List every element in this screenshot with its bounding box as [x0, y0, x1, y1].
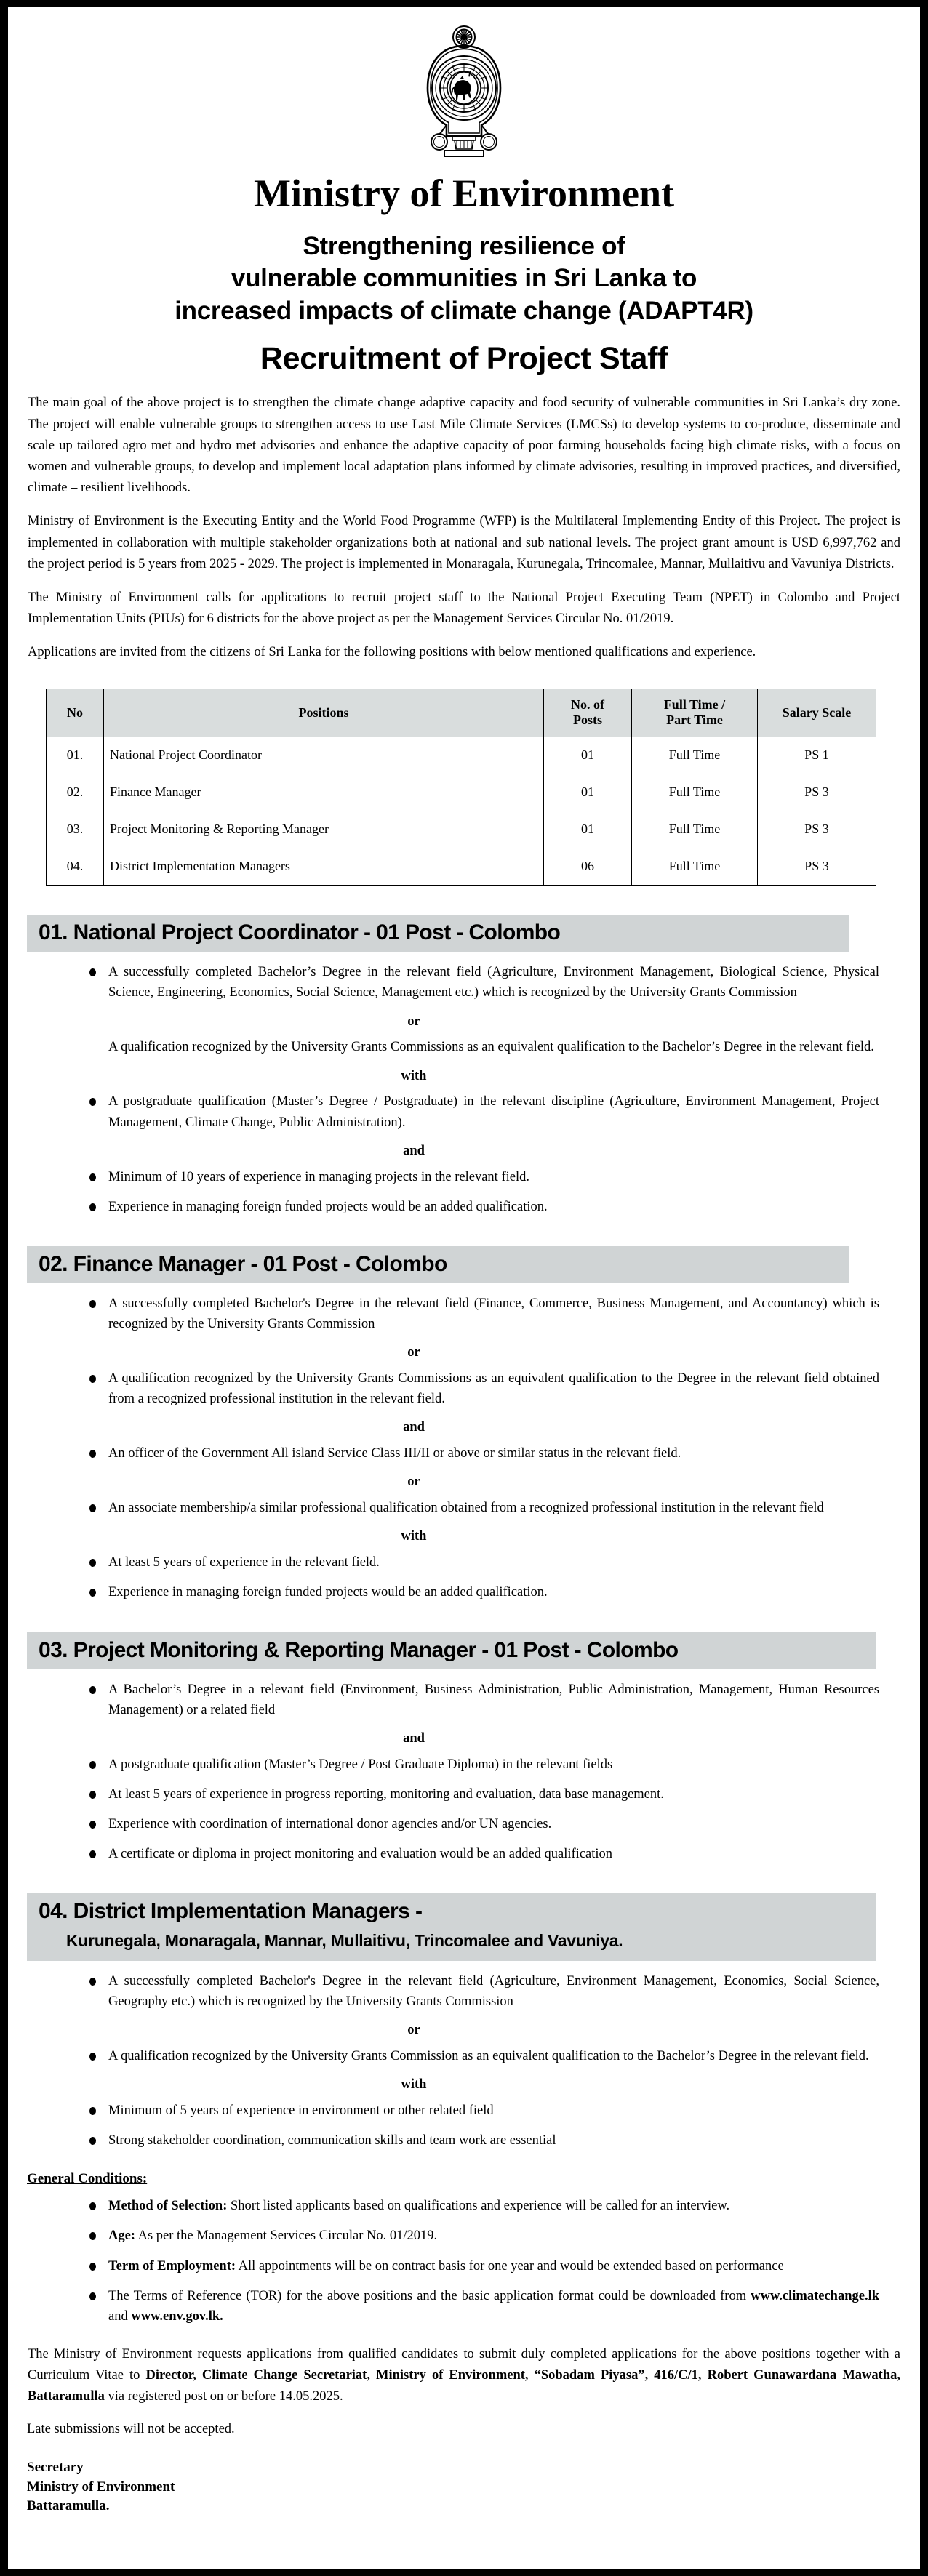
- gc-text: The Terms of Reference (TOR) for the above positions and the basic application format could be downloaded from: [108, 2288, 751, 2303]
- section-heading-text: 04. District Implementation Managers -: [39, 1899, 423, 1924]
- intro-paragraph-1: The main goal of the above project is to strengthen the climate change adaptive capacity and food security of vulnerable communities in Sri Lanka’s dry zone. The project will enable vulnerable groups to strengthen access to use Last Mile Climate Services (LMCSs) to develop systems to co-produce, disseminate and scale up tailored agro met and hydro met advisories and enhance the adaptive capacity of poor farming households facing high climate risks, with a focus on women and vulnerable groups, to develop and implement local adaptation plans informed by climate advisories, resulting in improved practices, and diversified, climate – resilient livelihoods.: [28, 396, 900, 496]
- signoff-line-3: Battaramulla.: [27, 2497, 110, 2513]
- sri-lanka-national-emblem-icon: [420, 21, 508, 159]
- list-item: Minimum of 10 years of experience in managing projects in the relevant field.: [89, 1167, 879, 1187]
- cell-no: 02.: [47, 774, 104, 811]
- col-header-full-part-time: Full Time / Part Time: [632, 689, 758, 737]
- qualifications-list-3: [27, 1680, 901, 1865]
- gc-label: Term of Employment:: [108, 2258, 236, 2274]
- cell-position: National Project Coordinator: [104, 737, 544, 774]
- table-row: [47, 848, 876, 885]
- gc-label: Age:: [108, 2228, 135, 2244]
- conjunction-text: and: [403, 1731, 425, 1746]
- cell-salary: PS 1: [758, 737, 876, 774]
- closing-tail: via registered post on or before 14.05.2025.: [104, 2389, 343, 2404]
- list-item: A successfully completed Bachelor’s Degree in the relevant field (Agriculture, Environment Management, Biological Science, Physical Science, Engineering, Economics, Social Science, Management etc.) which is recognized by the University Grants Commission: [89, 962, 879, 1003]
- conjunction-text: or: [407, 1474, 420, 1490]
- section-heading-district-implementation-managers: [27, 1893, 876, 1961]
- col-header-no-of-posts: No. of Posts: [544, 689, 632, 737]
- section-heading-project-monitoring-reporting-manager: 03. Project Monitoring & Reporting Manager - 01 Post - Colombo: [27, 1632, 876, 1669]
- emblem-container: [27, 17, 901, 163]
- conjunction-and: [89, 1142, 879, 1161]
- cell-position: Project Monitoring & Reporting Manager: [104, 811, 544, 848]
- cell-time: Full Time: [632, 848, 758, 885]
- submission-address: Director, Climate Change Secretariat, Ministry of Environment, “Sobadam Piyasa”, 416/C/1, Robert Gunawardana Mawatha, Battaramulla: [28, 2368, 900, 2404]
- link-env-gov-lk[interactable]: www.env.gov.lk.: [131, 2308, 223, 2324]
- list-item: A Bachelor’s Degree in a relevant field (Environment, Business Administration, Public Administration, Management, Human Resources Management) or a related field: [89, 1680, 879, 1720]
- conjunction-with: [89, 1528, 879, 1546]
- cell-posts: 01: [544, 811, 632, 848]
- col-header-no: No: [47, 689, 104, 737]
- gc-label: Method of Selection:: [108, 2199, 228, 2214]
- conjunction-text: and: [403, 1143, 425, 1158]
- conjunction-or: [89, 1473, 879, 1492]
- conjunction-text: or: [407, 2023, 420, 2038]
- conjunction-text: with: [401, 1068, 427, 1083]
- closing-lead: The Ministry of Environment requests applications from qualified candidates to submit duly completed applications for the above positions together with a Curriculum Vitae to: [28, 2346, 900, 2383]
- list-item: At least 5 years of experience in progress reporting, monitoring and evaluation, data base management.: [89, 1784, 879, 1805]
- cell-posts: 01: [544, 774, 632, 811]
- conjunction-text: and: [403, 1420, 425, 1435]
- qualifications-list-4: [27, 1971, 901, 2151]
- list-item: At least 5 years of experience in the relevant field.: [89, 1552, 879, 1573]
- cell-time: Full Time: [632, 774, 758, 811]
- cell-position: Finance Manager: [104, 774, 544, 811]
- posts-table-body: [47, 737, 876, 885]
- table-row: [47, 737, 876, 774]
- cell-no: 01.: [47, 737, 104, 774]
- list-item: A successfully completed Bachelor's Degree in the relevant field (Finance, Commerce, Business Management, and Accountancy) which is recognized by the University Grants Commission: [89, 1293, 879, 1334]
- section-heading-national-project-coordinator: 01. National Project Coordinator - 01 Post - Colombo: [27, 915, 849, 952]
- cell-no: 04.: [47, 848, 104, 885]
- conjunction-or: [89, 1344, 879, 1363]
- list-item: A successfully completed Bachelor's Degree in the relevant field (Agriculture, Environment Management, Economics, Social Science, Geography etc.) which is recognized by the University Grants Commission: [89, 1971, 879, 2012]
- signoff-line-1: Secretary: [27, 2460, 84, 2476]
- cell-posts: 01: [544, 737, 632, 774]
- signoff-block: [27, 2458, 901, 2516]
- qualifications-list-1: [27, 962, 901, 1216]
- cell-salary: PS 3: [758, 811, 876, 848]
- cell-time: Full Time: [632, 811, 758, 848]
- list-item: Experience with coordination of international donor agencies and/or UN agencies.: [89, 1814, 879, 1834]
- list-item: A postgraduate qualification (Master’s Degree / Post Graduate Diploma) in the relevant fields: [89, 1754, 879, 1775]
- posts-table-head: [47, 689, 876, 737]
- gc-mid: and: [108, 2308, 132, 2324]
- signoff-line-2: Ministry of Environment: [27, 2479, 175, 2495]
- list-item-tor-download: [89, 2286, 879, 2327]
- project-title-line-2: vulnerable communities in Sri Lanka to: [231, 264, 697, 293]
- project-title: [27, 230, 901, 327]
- col-header-positions: Positions: [104, 689, 544, 737]
- list-item: An associate membership/a similar professional qualification obtained from a recognized professional institution in the relevant field: [89, 1498, 879, 1518]
- ministry-title: Ministry of Environment: [254, 172, 674, 215]
- list-item: A certificate or diploma in project monitoring and evaluation would be an added qualification: [89, 1844, 879, 1864]
- conjunction-text: or: [407, 1014, 420, 1029]
- conjunction-text: with: [401, 1529, 427, 1544]
- list-item-age: [89, 2226, 879, 2246]
- conjunction-text: or: [407, 1345, 420, 1360]
- qualifications-list-2: [27, 1293, 901, 1602]
- list-item: Experience in managing foreign funded projects would be an added qualification.: [89, 1197, 879, 1217]
- gc-text: All appointments will be on contract basis for one year and would be extended based on performance: [236, 2258, 784, 2274]
- recruitment-title: Recruitment of Project Staff: [260, 341, 668, 376]
- cell-time: Full Time: [632, 737, 758, 774]
- project-title-line-1: Strengthening resilience of: [303, 231, 625, 260]
- table-row: [47, 811, 876, 848]
- conjunction-and: [89, 1419, 879, 1437]
- conjunction-and: [89, 1730, 879, 1749]
- list-item: A postgraduate qualification (Master’s Degree / Postgraduate) in the relevant discipline (Agriculture, Environment Management, Project Management, Climate Change, Public Administration).: [89, 1091, 879, 1132]
- closing-paragraph: [27, 2344, 901, 2408]
- conjunction-text: with: [401, 2077, 427, 2093]
- project-title-line-3: increased impacts of climate change (ADAPT4R): [175, 296, 753, 325]
- cell-salary: PS 3: [758, 848, 876, 885]
- list-item: A qualification recognized by the University Grants Commission as an equivalent qualification to the Bachelor’s Degree in the relevant field.: [89, 2046, 879, 2066]
- list-item: Strong stakeholder coordination, communication skills and team work are essential: [89, 2130, 879, 2151]
- intro-paragraph-4: Applications are invited from the citizens of Sri Lanka for the following positions with below mentioned qualifications and experience.: [28, 645, 756, 660]
- section-heading-finance-manager: 02. Finance Manager - 01 Post - Colombo: [27, 1246, 849, 1283]
- general-conditions-title: General Conditions:: [27, 2171, 148, 2187]
- general-conditions-list: [27, 2196, 901, 2327]
- posts-table-container: [27, 689, 901, 886]
- list-item-plain: A qualification recognized by the University Grants Commissions as an equivalent qualification to the Bachelor’s Degree in the relevant field.: [108, 1040, 874, 1055]
- link-climatechange-lk[interactable]: www.climatechange.lk: [751, 2288, 879, 2303]
- conjunction-or: [89, 2021, 879, 2040]
- list-item-term-of-employment: [89, 2256, 879, 2276]
- conjunction-with: [89, 2076, 879, 2095]
- cell-no: 03.: [47, 811, 104, 848]
- gc-text: Short listed applicants based on qualifications and experience will be called for an interview.: [227, 2199, 730, 2214]
- col-header-salary-scale: Salary Scale: [758, 689, 876, 737]
- list-item: An officer of the Government All island Service Class III/II or above or similar status in the relevant field.: [89, 1443, 879, 1464]
- table-header-row: [47, 689, 876, 737]
- conjunction-with: [89, 1067, 879, 1086]
- cell-posts: 06: [544, 848, 632, 885]
- late-submission-note: Late submissions will not be accepted.: [27, 2421, 235, 2436]
- list-item: Experience in managing foreign funded projects would be an added qualification.: [89, 1582, 879, 1602]
- list-item-method-of-selection: [89, 2196, 879, 2216]
- gc-text: As per the Management Services Circular No. 01/2019.: [135, 2228, 438, 2244]
- list-item: Minimum of 5 years of experience in environment or other related field: [89, 2100, 879, 2121]
- intro-paragraph-2: Ministry of Environment is the Executing Entity and the World Food Programme (WFP) is the Multilateral Implementing Entity of this Project. The project is implemented in collaboration with multiple stakeholder organizations both at national and sub national levels. The project grant amount is USD 6,997,762 and the project period is 5 years from 2025 - 2029. The project is implemented in Monaragala, Kurunegala, Trincomalee, Mannar, Mullaitivu and Vavuniya Districts.: [28, 514, 900, 571]
- list-item: A qualification recognized by the University Grants Commissions as an equivalent qualification to the Degree in the relevant field obtained from a recognized professional institution in the relevant field.: [89, 1368, 879, 1409]
- conjunction-or: [89, 1013, 879, 1032]
- cell-position: District Implementation Managers: [104, 848, 544, 885]
- posts-table: [46, 689, 876, 886]
- section-subheading-districts: Kurunegala, Monaragala, Mannar, Mullaitivu, Trincomalee and Vavuniya.: [66, 1930, 623, 1950]
- page-content: [8, 7, 920, 2569]
- cell-salary: PS 3: [758, 774, 876, 811]
- intro-paragraph-3: The Ministry of Environment calls for applications to recruit project staff to the National Project Executing Team (NPET) in Colombo and Project Implementation Units (PIUs) for 6 districts for the above project as per the Management Services Circular No. 01/2019.: [28, 590, 900, 627]
- table-row: [47, 774, 876, 811]
